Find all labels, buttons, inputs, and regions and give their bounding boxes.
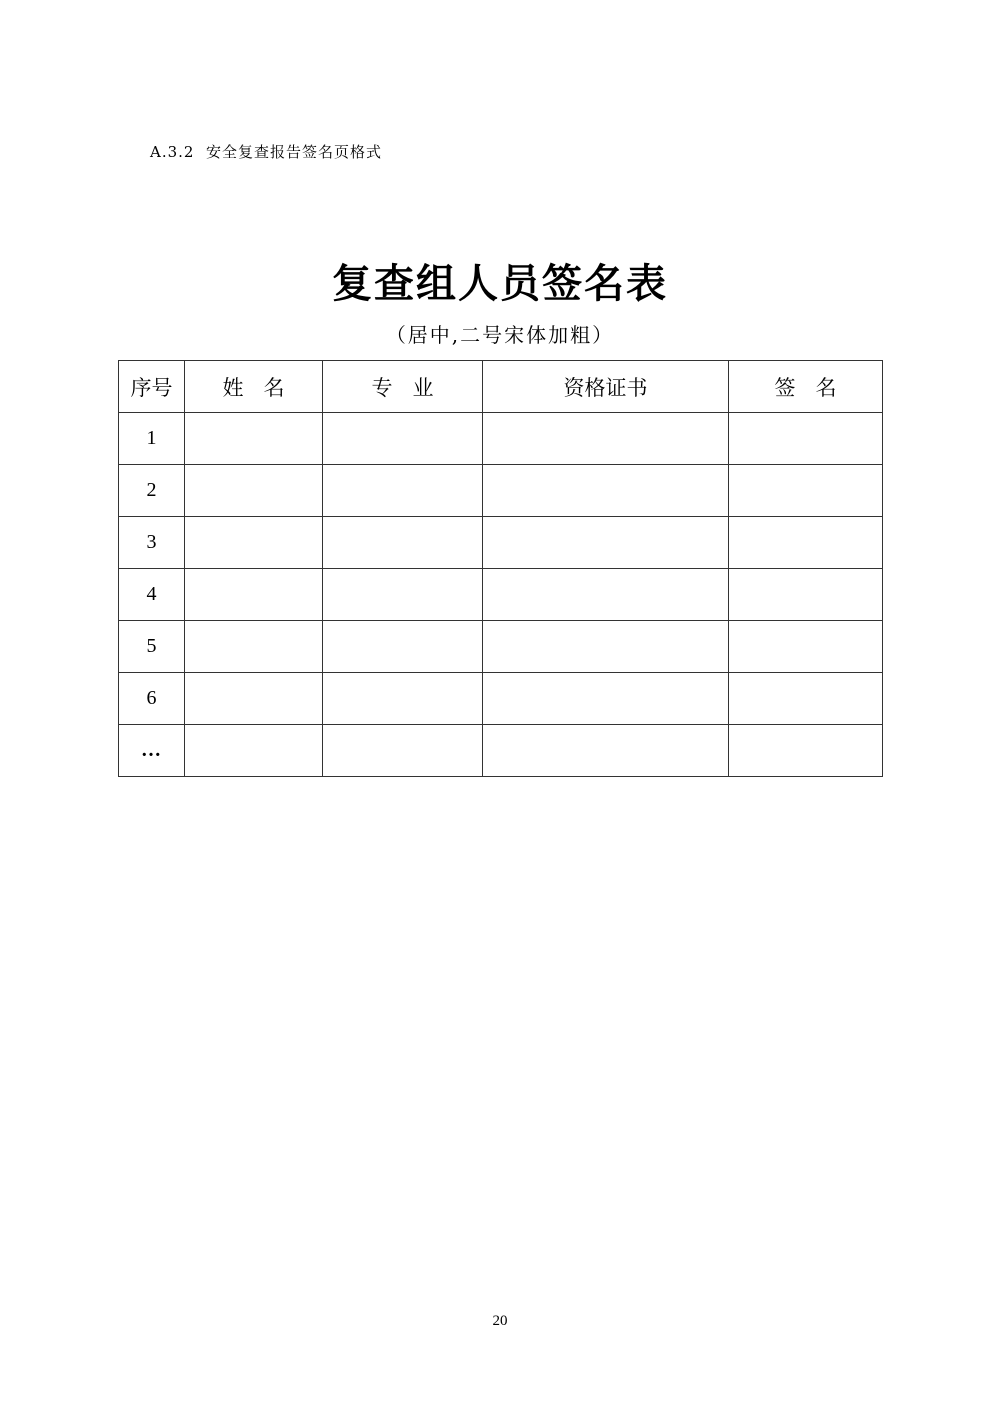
certificate-cell[interactable]	[483, 621, 729, 673]
name-cell[interactable]	[185, 673, 323, 725]
major-cell[interactable]	[323, 465, 483, 517]
signature-cell[interactable]	[729, 465, 883, 517]
certificate-cell[interactable]	[483, 569, 729, 621]
header-name: 姓 名	[185, 361, 323, 413]
section-heading: A.3.2 安全复查报告签名页格式	[150, 143, 382, 161]
table-row	[119, 725, 883, 777]
name-cell[interactable]	[185, 517, 323, 569]
table-row	[119, 413, 883, 465]
page-number: 20	[492, 1313, 508, 1329]
seq-cell: 1	[119, 413, 185, 465]
signature-cell[interactable]	[729, 413, 883, 465]
name-cell[interactable]	[185, 413, 323, 465]
certificate-cell[interactable]	[483, 725, 729, 777]
table-row	[119, 569, 883, 621]
seq-cell: 5	[119, 621, 185, 673]
header-seq: 序号	[119, 361, 185, 413]
signature-table	[118, 360, 883, 777]
name-cell[interactable]	[185, 725, 323, 777]
signature-cell[interactable]	[729, 569, 883, 621]
seq-cell: 2	[119, 465, 185, 517]
seq-cell: 3	[119, 517, 185, 569]
signature-cell[interactable]	[729, 517, 883, 569]
table-row	[119, 465, 883, 517]
signature-cell[interactable]	[729, 725, 883, 777]
header-major: 专 业	[323, 361, 483, 413]
name-cell[interactable]	[185, 465, 323, 517]
header-certificate: 资格证书	[483, 361, 729, 413]
certificate-cell[interactable]	[483, 413, 729, 465]
table-header-row	[119, 361, 883, 413]
signature-cell[interactable]	[729, 621, 883, 673]
page-subtitle: （居中,二号宋体加粗）	[385, 323, 615, 347]
certificate-cell[interactable]	[483, 673, 729, 725]
name-cell[interactable]	[185, 621, 323, 673]
seq-cell: …	[119, 725, 185, 777]
table-row	[119, 673, 883, 725]
page-title: 复查组人员签名表	[332, 261, 668, 307]
major-cell[interactable]	[323, 413, 483, 465]
major-cell[interactable]	[323, 517, 483, 569]
certificate-cell[interactable]	[483, 517, 729, 569]
table-row	[119, 517, 883, 569]
major-cell[interactable]	[323, 569, 483, 621]
major-cell[interactable]	[323, 621, 483, 673]
seq-cell: 6	[119, 673, 185, 725]
seq-cell: 4	[119, 569, 185, 621]
certificate-cell[interactable]	[483, 465, 729, 517]
major-cell[interactable]	[323, 725, 483, 777]
signature-cell[interactable]	[729, 673, 883, 725]
major-cell[interactable]	[323, 673, 483, 725]
table-row	[119, 621, 883, 673]
name-cell[interactable]	[185, 569, 323, 621]
header-signature: 签 名	[729, 361, 883, 413]
